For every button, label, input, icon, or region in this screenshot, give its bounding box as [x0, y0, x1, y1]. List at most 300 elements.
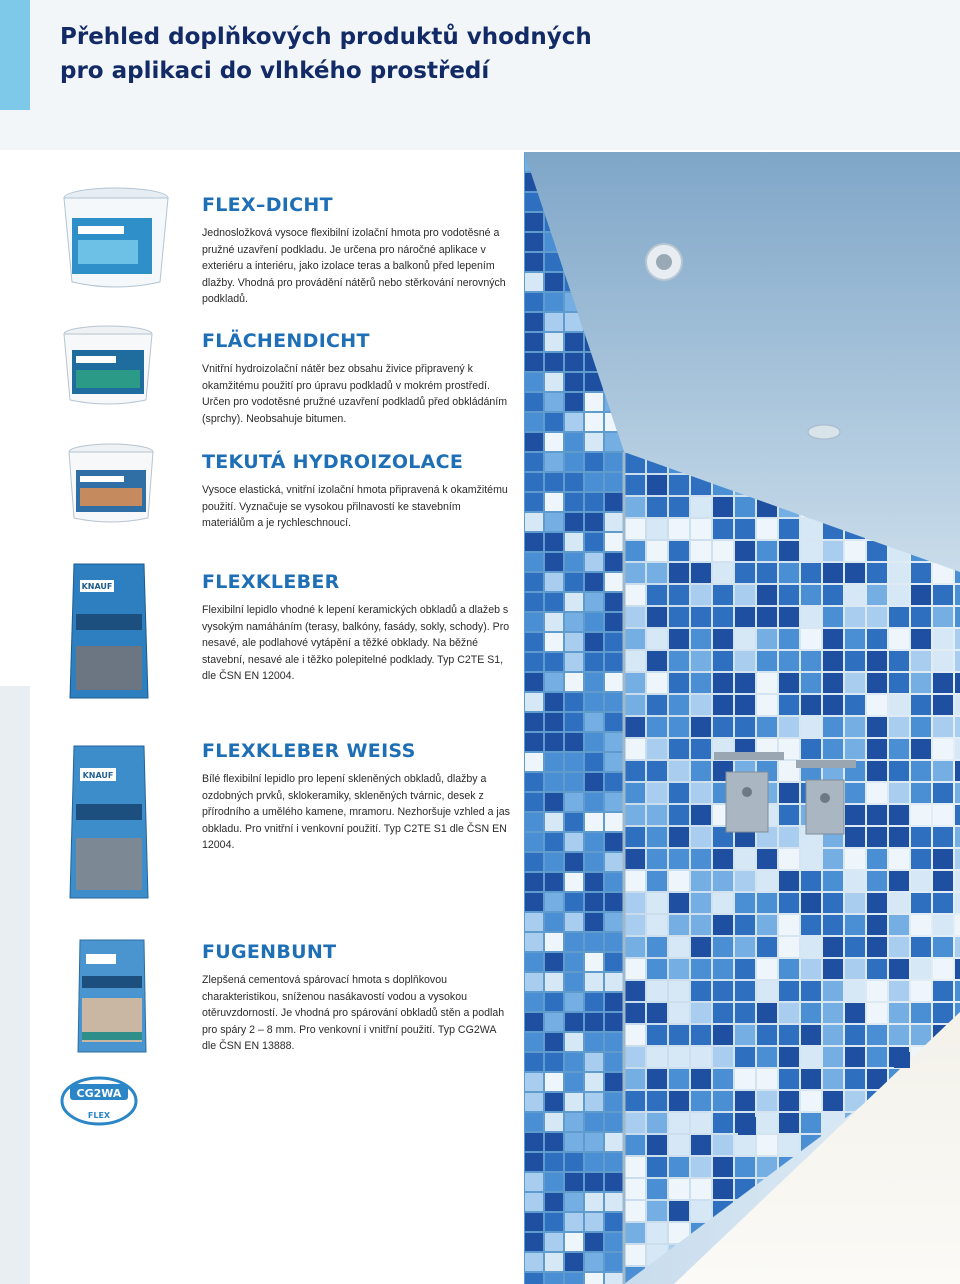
mosaic-tile	[545, 473, 563, 491]
mosaic-tile	[757, 849, 777, 869]
mosaic-tile	[779, 805, 799, 825]
mosaic-tile	[867, 563, 887, 583]
mosaic-tile	[647, 937, 667, 957]
mosaic-tile	[525, 653, 543, 671]
mosaic-tile	[691, 717, 711, 737]
mosaic-tile	[933, 827, 953, 847]
mosaic-tile	[933, 607, 953, 627]
mosaic-tile	[713, 497, 733, 517]
mosaic-tile	[585, 733, 603, 751]
mosaic-tile	[565, 373, 583, 391]
mosaic-tile	[585, 473, 603, 491]
mosaic-tile	[735, 871, 755, 891]
mosaic-tile	[545, 1053, 563, 1071]
cg2wa-badge-label: CG2WA	[76, 1087, 122, 1100]
mosaic-tile	[647, 519, 667, 539]
mosaic-tile	[889, 651, 909, 671]
mosaic-tile	[801, 871, 821, 891]
mosaic-tile	[713, 629, 733, 649]
mosaic-tile	[545, 873, 563, 891]
mosaic-tile	[525, 1113, 543, 1131]
mosaic-tile	[565, 433, 583, 451]
mosaic-tile	[801, 541, 821, 561]
mosaic-tile	[911, 739, 931, 759]
mosaic-tile	[545, 793, 563, 811]
mosaic-tile	[545, 453, 563, 471]
mosaic-tile	[669, 585, 689, 605]
mosaic-tile	[779, 629, 799, 649]
mosaic-tile	[691, 893, 711, 913]
mosaic-tile	[545, 1173, 563, 1191]
mosaic-tile	[955, 717, 960, 737]
mosaic-tile	[585, 1173, 603, 1191]
mosaic-tile	[647, 717, 667, 737]
mosaic-tile	[565, 1253, 583, 1271]
mosaic-tile	[867, 717, 887, 737]
mosaic-tile	[585, 1073, 603, 1091]
mosaic-tile	[801, 717, 821, 737]
mosaic-tile	[525, 493, 543, 511]
mosaic-tile	[585, 673, 603, 691]
mosaic-tile	[845, 783, 865, 803]
mosaic-tile	[545, 513, 563, 531]
mosaic-tile	[525, 333, 543, 351]
mosaic-tile	[525, 1273, 543, 1284]
mosaic-tile	[911, 651, 931, 671]
product-tekuta-hydroizolace-heading: TEKUTÁ HYDROIZOLACE	[202, 451, 464, 473]
mosaic-tile	[735, 717, 755, 737]
mosaic-tile	[605, 713, 623, 731]
mosaic-tile	[565, 1013, 583, 1031]
mosaic-tile	[565, 933, 583, 951]
fugenbunt-bag-image	[74, 936, 150, 1056]
mosaic-tile	[625, 651, 645, 671]
mosaic-tile	[605, 1253, 623, 1271]
mosaic-tile	[545, 913, 563, 931]
mosaic-tile	[801, 629, 821, 649]
mosaic-tile	[565, 973, 583, 991]
mosaic-tile	[801, 607, 821, 627]
mosaic-tile	[669, 871, 689, 891]
mosaic-tile	[525, 413, 543, 431]
mosaic-tile	[933, 805, 953, 825]
mosaic-tile	[585, 1273, 603, 1284]
mosaic-tile	[735, 541, 755, 561]
mosaic-tile	[691, 805, 711, 825]
mosaic-tile	[911, 585, 931, 605]
mosaic-tile	[605, 833, 623, 851]
mosaic-tile	[525, 633, 543, 651]
mosaic-tile	[585, 1213, 603, 1231]
mosaic-tile	[757, 871, 777, 891]
mosaic-tile	[889, 761, 909, 781]
mosaic-tile	[669, 519, 689, 539]
mosaic-tile	[545, 1273, 563, 1284]
product-fugenbunt-description: Zlepšená cementová spárovací hmota s doplňkovou charakteristikou, sníženou nasákavostí vodou a vysokou otěruvzdorností. Je vhodná pro spárování obkladů stěn a podlah pro spáry 2 – 8 mm. Pro venkovní i vnitřní použití. Typ CG2WA dle ČSN EN 13888.	[202, 974, 505, 1053]
mosaic-tile	[605, 693, 623, 711]
mosaic-tile	[565, 1173, 583, 1191]
mosaic-tile	[647, 761, 667, 781]
mosaic-tile	[545, 1153, 563, 1171]
mosaic-tile	[735, 497, 755, 517]
flexkleber-bag-logo: KNAUF	[81, 582, 113, 591]
mosaic-tile	[605, 973, 623, 991]
mosaic-tile	[525, 1093, 543, 1111]
mosaic-tile	[911, 563, 931, 583]
mosaic-tile	[669, 717, 689, 737]
mosaic-tile	[605, 753, 623, 771]
mosaic-tile	[647, 739, 667, 759]
mosaic-tile	[525, 233, 543, 251]
mosaic-tile	[525, 593, 543, 611]
mosaic-tile	[713, 717, 733, 737]
mosaic-tile	[625, 717, 645, 737]
mosaic-tile	[525, 773, 543, 791]
mosaic-tile	[525, 1133, 543, 1151]
mosaic-tile	[565, 1113, 583, 1131]
mosaic-tile	[955, 607, 960, 627]
mosaic-tile	[823, 541, 843, 561]
mosaic-tile	[605, 1033, 623, 1051]
mosaic-tile	[565, 673, 583, 691]
mosaic-tile	[545, 893, 563, 911]
mosaic-tile	[545, 413, 563, 431]
mosaic-tile	[779, 717, 799, 737]
mosaic-tile	[889, 717, 909, 737]
mosaic-tile	[545, 713, 563, 731]
mosaic-tile	[525, 453, 543, 471]
flachendicht-bucket-image	[58, 322, 158, 408]
mosaic-tile	[823, 849, 843, 869]
mosaic-tile	[845, 629, 865, 649]
mosaic-tile	[889, 805, 909, 825]
mosaic-tile	[605, 793, 623, 811]
product-fugenbunt-heading: FUGENBUNT	[202, 941, 337, 963]
mosaic-tile	[911, 849, 931, 869]
mosaic-tile	[585, 873, 603, 891]
product-flachendicht-description: Vnitřní hydroizolační nátěr bez obsahu živice připravený k okamžitému použití pro úpravu podkladů v mokrém prostředí. Určen pro vodotěsné pružné uzavření podkladů před obkládáním (sprchy). Neobsahuje bitumen.	[202, 363, 508, 425]
mosaic-tile	[605, 873, 623, 891]
mosaic-tile	[625, 761, 645, 781]
mosaic-tile	[647, 673, 667, 693]
mosaic-tile	[933, 585, 953, 605]
mosaic-tile	[585, 893, 603, 911]
mosaic-tile	[525, 1253, 543, 1271]
mosaic-tile	[525, 1213, 543, 1231]
mosaic-tile	[801, 585, 821, 605]
mosaic-tile	[845, 827, 865, 847]
mosaic-tile	[565, 1193, 583, 1211]
mosaic-tile	[867, 827, 887, 847]
mosaic-tile	[713, 563, 733, 583]
product-tekuta-hydroizolace	[202, 450, 512, 532]
mosaic-tile	[647, 915, 667, 935]
mosaic-tile	[625, 695, 645, 715]
mosaic-tile	[625, 981, 645, 1001]
mosaic-tile	[757, 607, 777, 627]
mosaic-tile	[585, 973, 603, 991]
mosaic-tile	[955, 695, 960, 715]
mosaic-tile	[585, 433, 603, 451]
mosaic-tile	[845, 695, 865, 715]
product-flexkleber-weiss-heading: FLEXKLEBER WEISS	[202, 740, 416, 762]
mosaic-tile	[565, 653, 583, 671]
product-flex-dicht	[202, 193, 512, 308]
mosaic-tile	[713, 893, 733, 913]
mosaic-tile	[867, 871, 887, 891]
mosaic-tile	[605, 1153, 623, 1171]
mosaic-tile	[545, 1033, 563, 1051]
product-flachendicht-heading: FLÄCHENDICHT	[202, 330, 370, 352]
mosaic-tile	[585, 1253, 603, 1271]
product-flexkleber	[202, 570, 512, 685]
mosaic-tile	[565, 513, 583, 531]
mosaic-tile	[605, 593, 623, 611]
mosaic-tile	[605, 493, 623, 511]
mosaic-tile	[585, 773, 603, 791]
mosaic-tile	[691, 541, 711, 561]
mosaic-tile	[955, 629, 960, 649]
mosaic-tile	[625, 519, 645, 539]
mosaic-tile	[625, 827, 645, 847]
mosaic-tile	[647, 871, 667, 891]
mosaic-tile	[625, 937, 645, 957]
mosaic-tile	[545, 1253, 563, 1271]
mosaic-tile	[625, 805, 645, 825]
mosaic-tile	[585, 1153, 603, 1171]
mosaic-tile	[565, 1073, 583, 1091]
mosaic-tile	[525, 1153, 543, 1171]
mosaic-tile	[845, 849, 865, 869]
mosaic-tile	[801, 673, 821, 693]
mosaic-tile	[647, 585, 667, 605]
mosaic-tile	[867, 585, 887, 605]
mosaic-tile	[525, 893, 543, 911]
mosaic-tile	[625, 497, 645, 517]
cg2wa-badge	[60, 1076, 138, 1126]
mosaic-tile	[647, 497, 667, 517]
mosaic-tile	[823, 717, 843, 737]
mosaic-tile	[889, 673, 909, 693]
mosaic-tile	[525, 553, 543, 571]
product-flachendicht	[202, 329, 512, 427]
mosaic-tile	[933, 717, 953, 737]
product-flexkleber-weiss	[202, 739, 512, 854]
mosaic-tile	[545, 493, 563, 511]
mosaic-tile	[691, 497, 711, 517]
mosaic-tile	[625, 475, 645, 495]
mosaic-tile	[585, 613, 603, 631]
mosaic-tile	[565, 1273, 583, 1284]
mosaic-tile	[669, 849, 689, 869]
mosaic-tile	[823, 739, 843, 759]
mosaic-tile	[565, 353, 583, 371]
mosaic-tile	[605, 1273, 623, 1284]
mosaic-tile	[605, 853, 623, 871]
mosaic-tile	[691, 915, 711, 935]
mosaic-tile	[565, 1153, 583, 1171]
mosaic-tile	[605, 1113, 623, 1131]
mosaic-tile	[691, 871, 711, 891]
mosaic-tile	[735, 607, 755, 627]
mosaic-tile	[889, 629, 909, 649]
mosaic-tile	[585, 1193, 603, 1211]
mosaic-tile	[605, 533, 623, 551]
mosaic-tile	[757, 695, 777, 715]
mosaic-tile	[545, 773, 563, 791]
mosaic-tile	[757, 585, 777, 605]
mosaic-tile	[565, 793, 583, 811]
mosaic-tile	[713, 937, 733, 957]
mosaic-tile	[585, 413, 603, 431]
mosaic-tile	[585, 513, 603, 531]
mosaic-tile	[585, 553, 603, 571]
mosaic-tile	[565, 1133, 583, 1151]
mosaic-tile	[545, 1013, 563, 1031]
mosaic-tile	[669, 805, 689, 825]
mosaic-tile	[757, 519, 777, 539]
mosaic-tile	[525, 1073, 543, 1091]
mosaic-tile	[867, 783, 887, 803]
flex-dicht-bucket-image	[56, 182, 176, 292]
mosaic-tile	[625, 673, 645, 693]
mosaic-tile	[625, 607, 645, 627]
mosaic-tile	[669, 651, 689, 671]
mosaic-tile	[779, 695, 799, 715]
mosaic-tile	[867, 739, 887, 759]
mosaic-tile	[545, 753, 563, 771]
mosaic-tile	[691, 607, 711, 627]
mosaic-tile	[779, 893, 799, 913]
mosaic-tile	[647, 959, 667, 979]
mosaic-tile	[525, 1053, 543, 1071]
mosaic-tile	[955, 585, 960, 605]
mosaic-tile	[525, 473, 543, 491]
mosaic-tile	[691, 783, 711, 803]
mosaic-tile	[525, 1233, 543, 1251]
mosaic-tile	[545, 433, 563, 451]
mosaic-tile	[713, 607, 733, 627]
mosaic-tile	[735, 629, 755, 649]
mosaic-tile	[823, 629, 843, 649]
mosaic-tile	[757, 563, 777, 583]
mosaic-tile	[845, 673, 865, 693]
mosaic-tile	[647, 541, 667, 561]
mosaic-tile	[565, 953, 583, 971]
mosaic-tile	[585, 453, 603, 471]
mosaic-tile	[565, 693, 583, 711]
mosaic-tile	[585, 913, 603, 931]
mosaic-tile	[565, 613, 583, 631]
mosaic-tile	[545, 373, 563, 391]
mosaic-tile	[565, 713, 583, 731]
mosaic-tile	[823, 585, 843, 605]
mosaic-tile	[605, 1093, 623, 1111]
mosaic-tile	[757, 893, 777, 913]
mosaic-tile	[845, 739, 865, 759]
mosaic-tile	[525, 1033, 543, 1051]
mosaic-tile	[933, 761, 953, 781]
mosaic-tile	[801, 651, 821, 671]
mosaic-tile	[585, 1033, 603, 1051]
mosaic-tile	[735, 915, 755, 935]
mosaic-tile	[605, 993, 623, 1011]
mosaic-tile	[669, 695, 689, 715]
mosaic-tile	[933, 651, 953, 671]
mosaic-tile	[911, 629, 931, 649]
mosaic-tile	[565, 733, 583, 751]
mosaic-tile	[525, 673, 543, 691]
mosaic-tile	[669, 629, 689, 649]
mosaic-tile	[691, 585, 711, 605]
mosaic-tile	[605, 1013, 623, 1031]
mosaic-tile	[669, 827, 689, 847]
mosaic-tile	[867, 695, 887, 715]
mosaic-tile	[525, 833, 543, 851]
mosaic-tile	[525, 253, 543, 271]
mosaic-tile	[757, 541, 777, 561]
mosaic-tile	[525, 933, 543, 951]
mosaic-tile	[565, 333, 583, 351]
mosaic-tile	[565, 893, 583, 911]
mosaic-tile	[525, 213, 543, 231]
mosaic-tile	[801, 739, 821, 759]
mosaic-tile	[585, 993, 603, 1011]
mosaic-tile	[669, 761, 689, 781]
mosaic-tile	[565, 993, 583, 1011]
mosaic-tile	[625, 563, 645, 583]
mosaic-tile	[779, 827, 799, 847]
mosaic-tile	[605, 913, 623, 931]
mosaic-tile	[565, 413, 583, 431]
mosaic-tile	[801, 563, 821, 583]
mosaic-tile	[911, 805, 931, 825]
mosaic-tile	[713, 871, 733, 891]
mosaic-tile	[545, 1113, 563, 1131]
mosaic-tile	[823, 673, 843, 693]
mosaic-tile	[565, 1053, 583, 1071]
mosaic-tile	[669, 937, 689, 957]
mosaic-tile	[691, 519, 711, 539]
mosaic-tile	[585, 1013, 603, 1031]
mosaic-tile	[625, 783, 645, 803]
mosaic-tile	[867, 805, 887, 825]
mosaic-tile	[779, 607, 799, 627]
mosaic-tile	[955, 805, 960, 825]
mosaic-tile	[845, 585, 865, 605]
mosaic-tile	[525, 373, 543, 391]
mosaic-tile	[605, 773, 623, 791]
mosaic-tile	[757, 651, 777, 671]
mosaic-tile	[867, 761, 887, 781]
mosaic-tile	[779, 673, 799, 693]
mosaic-tile	[585, 813, 603, 831]
mosaic-tile	[779, 783, 799, 803]
mosaic-tile	[647, 849, 667, 869]
mosaic-tile	[525, 733, 543, 751]
mosaic-tile	[545, 693, 563, 711]
mosaic-tile	[691, 739, 711, 759]
mosaic-tile	[625, 629, 645, 649]
mosaic-tile	[585, 853, 603, 871]
flexkleber-bag-image	[66, 560, 152, 702]
mosaic-tile	[585, 1233, 603, 1251]
mosaic-tile	[647, 563, 667, 583]
mosaic-tile	[933, 783, 953, 803]
mosaic-tile	[545, 853, 563, 871]
mosaic-tile	[669, 475, 689, 495]
mosaic-tile	[565, 1213, 583, 1231]
